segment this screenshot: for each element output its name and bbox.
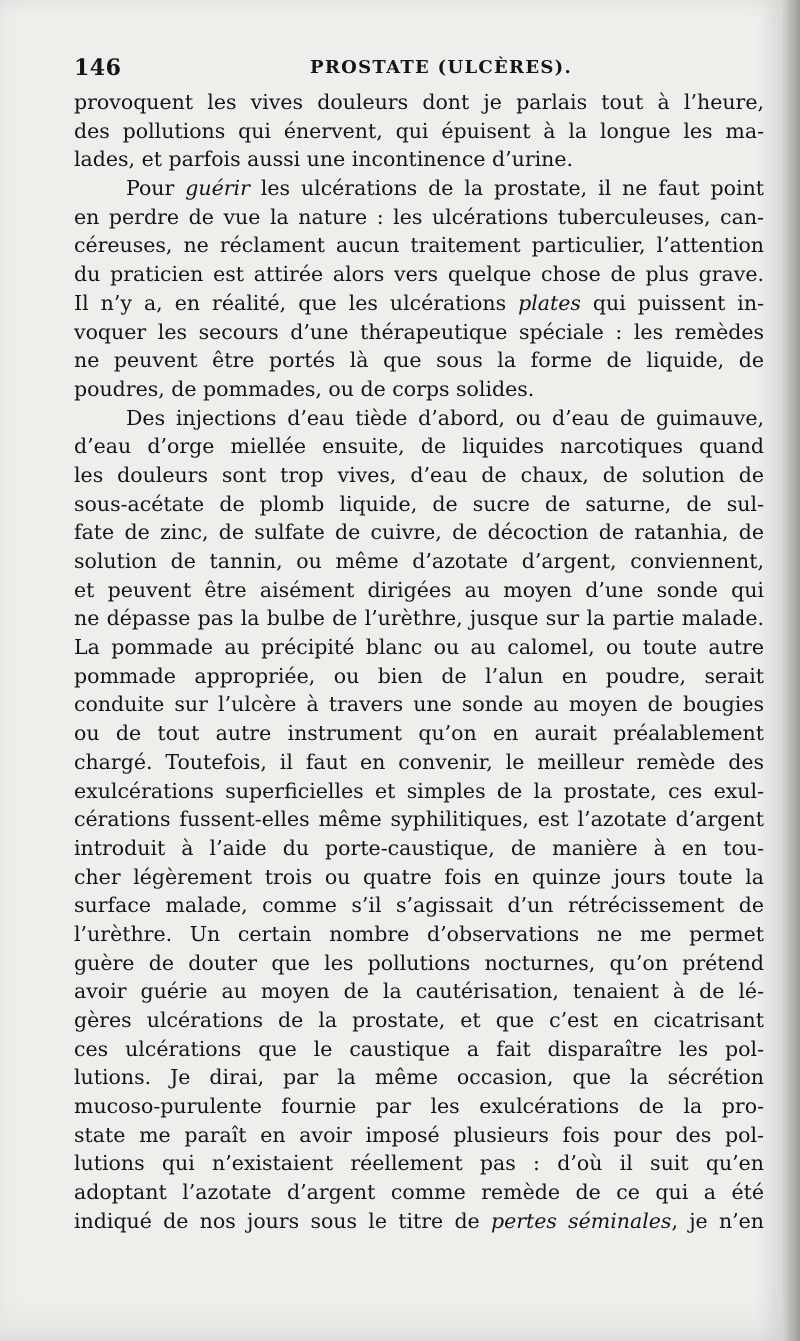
text-line: state me paraît en avoir imposé plusieurs fois pour des pol- <box>74 1122 764 1147</box>
text-line: les douleurs sont trop vives, d’eau de chaux, de solution de <box>74 462 764 487</box>
page-header <box>74 55 764 85</box>
page-number: 146 <box>74 55 122 81</box>
paragraph-2 <box>74 174 764 404</box>
text-line: lutions qui n’existaient réellement pas : d’où il suit qu’en <box>74 1151 764 1176</box>
text-line: des pollutions qui énervent, qui épuisent à la longue les ma- <box>74 118 764 143</box>
text-line: fate de zinc, de sulfate de cuivre, de décoction de ratanhia, de <box>74 520 764 545</box>
text-line: provoquent les vives douleurs dont je parlais tout à l’heure, <box>74 90 764 114</box>
text-line: adoptant l’azotate d’argent comme remède de ce qui a été <box>74 1180 764 1205</box>
text-line: conduite sur l’ulcère à travers une sonde au moyen de bougies <box>74 692 764 717</box>
text-line: lades, et parfois aussi une incontinence d’urine. <box>74 147 574 172</box>
text-line: ne peuvent être portés là que sous la forme de liquide, de <box>74 348 764 373</box>
text-line: poudres, de pommades, ou de corps solides. <box>74 376 535 401</box>
text-line: indiqué de nos jours sous le titre de pertes séminales, je n’en <box>74 1208 764 1233</box>
paragraph-1 <box>74 88 764 174</box>
text-line: mucoso-purulente fournie par les exulcérations de la pro- <box>74 1094 764 1119</box>
paragraph-3 <box>74 404 764 1236</box>
text-line: La pommade au précipité blanc ou au calomel, ou toute autre <box>74 635 764 660</box>
text-line: cérations fussent-elles même syphilitiques, est l’azotate d’argent <box>74 807 764 832</box>
body-text <box>74 88 764 1236</box>
text-line: guère de douter que les pollutions nocturnes, qu’on prétend <box>74 950 764 975</box>
text-line: et peuvent être aisément dirigées au moyen d’une sonde qui <box>74 577 764 602</box>
text-line: solution de tannin, ou même d’azotate d’argent, conviennent, <box>74 549 764 573</box>
text-line: gères ulcérations de la prostate, et que c’est en cicatrisant <box>74 1008 764 1032</box>
text-line: sous-acétate de plomb liquide, de sucre de saturne, de sul- <box>74 491 764 516</box>
text-line: cher légèrement trois ou quatre fois en quinze jours toute la <box>74 864 764 889</box>
text-line: céreuses, ne réclament aucun traitement particulier, l’attention <box>74 233 764 258</box>
text-line: pommade appropriée, ou bien de l’alun en poudre, serait <box>74 663 764 688</box>
text-line: lutions. Je dirai, par la même occasion, que la sécrétion <box>74 1065 764 1090</box>
text-line: ou de tout autre instrument qu’on en aurait préalablement <box>74 721 764 746</box>
text-line: introduit à l’aide du porte-caustique, de manière à en tou- <box>74 835 764 860</box>
text-line: d’eau d’orge miellée ensuite, de liquides narcotiques quand <box>74 434 764 459</box>
running-head: PROSTATE (ULCÈRES). <box>310 57 573 78</box>
page-edge-shadow <box>782 0 800 1341</box>
text-line: avoir guérie au moyen de la cautérisation, tenaient à de lé- <box>74 979 764 1004</box>
text-line: Des injections d’eau tiède d’abord, ou d’eau de guimauve, <box>126 405 764 430</box>
text-line: Il n’y a, en réalité, que les ulcérations plates qui puissent in- <box>74 290 764 315</box>
text-line: ces ulcérations que le caustique a fait disparaître les pol- <box>74 1036 764 1061</box>
text-line: voquer les secours d’une thérapeutique spéciale : les remèdes <box>74 319 764 344</box>
text-line: l’urèthre. Un certain nombre d’observations ne me permet <box>74 921 764 946</box>
text-line: surface malade, comme s’il s’agissait d’un rétrécissement de <box>74 893 764 918</box>
text-line: Pour guérir les ulcérations de la prostate, il ne faut point <box>126 176 764 201</box>
text-line: ne dépasse pas la bulbe de l’urèthre, jusque sur la partie malade. <box>74 606 764 631</box>
text-line: exulcérations superficielles et simples de la prostate, ces exul- <box>74 778 764 803</box>
text-line: en perdre de vue la nature : les ulcérations tuberculeuses, can- <box>74 204 764 229</box>
text-line: chargé. Toutefois, il faut en convenir, le meilleur remède des <box>74 749 764 774</box>
text-line: du praticien est attirée alors vers quelque chose de plus grave. <box>74 262 764 287</box>
